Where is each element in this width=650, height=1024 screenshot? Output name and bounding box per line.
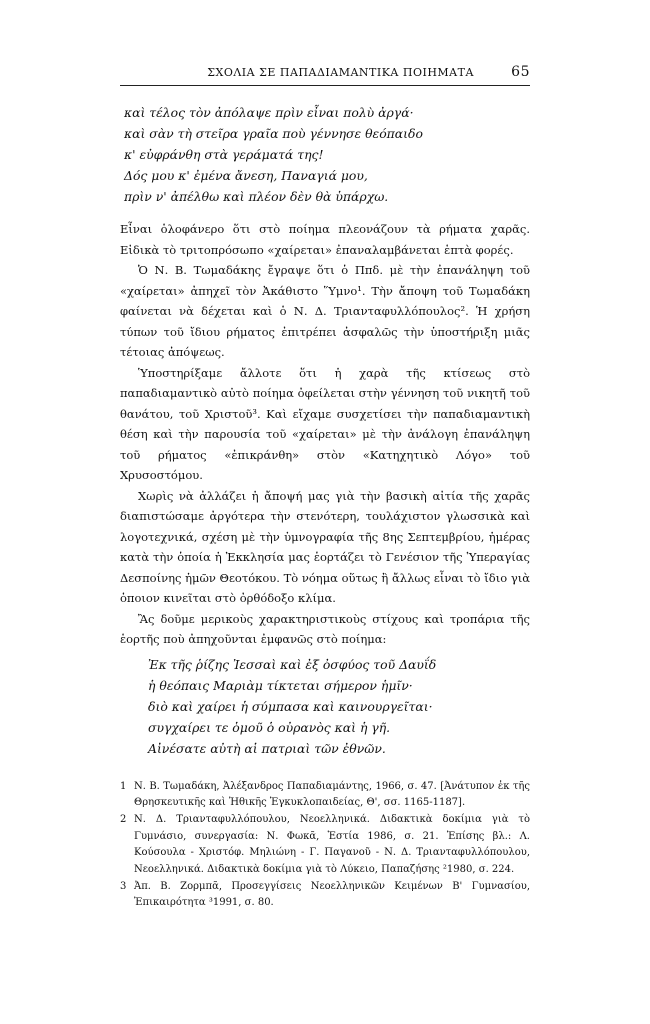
hymn-line: Αἰνέσατε αὐτὴ αἱ πατριαὶ τῶν ἐθνῶν. [148, 740, 386, 756]
footnote-text: Ν. Β. Τωμαδάκη, Ἀλέξανδρος Παπαδιαμάντης, 1966, σ. 47. [Ἀνάτυπον ἐκ τῆς Θρησκευτικῆς καὶ Ἠθικῆς Ἐγκυκλοπαιδείας, Θ', σσ. 1165-1187]. [134, 780, 530, 808]
hymn-excerpt [120, 654, 530, 759]
hymn-line: συγχαίρει τε ὁμοῦ ὁ οὐρανὸς καὶ ἡ γῆ. [148, 719, 391, 735]
footnotes [120, 779, 530, 912]
footnote-text: Ἀπ. Β. Ζορμπᾶ, Προσεγγίσεις Νεοελληνικῶν Κειμένων Β' Γυμνασίου, Ἐπικαιρότητα ³1991, σ. 80. [134, 880, 530, 909]
body-paragraph: Ὑποστηρίξαμε ἄλλοτε ὅτι ἡ χαρὰ τῆς κτίσεως στὸ παπαδιαμαντικὸ αὐτὸ ποίημα ὀφείλεται στὴν γέννηση τοῦ νικητῆ τοῦ θανάτου, τοῦ Χριστοῦ³. Καὶ εἴχαμε συσχετίσει τὴν παπαδιαμαντικὴ θέση καὶ τὴν παρουσία τοῦ «χαίρεται» μὲ τὴν ἀνάλογη ἐπανάληψη τοῦ ρήματος «ἐπικράνθη» στὸν «Κατηχητικὸ Λόγο» τοῦ Χρυσοστόμου. [120, 365, 530, 482]
footnote-text: Ν. Δ. Τριανταφυλλόπουλου, Νεοελληνικά. Διδακτικὰ δοκίμια γιὰ τὸ Γυμνάσιο, συνεργασία: Ν. Φωκᾶ, Ἑστία 1986, σ. 21. Ἐπίσης βλ.: Λ. Κούσουλα - Χριστόφ. Μηλιώνη - Γ. Παγανοῦ - Ν. Δ. Τριανταφυλλόπουλου, Νεοελληνικά. Διδακτικὰ δοκίμια γιὰ τὸ Λύκειο, Παπαζήσης ²1980, σ. 224. [134, 814, 530, 875]
hymn-line: διὸ καὶ χαίρει ἡ σύμπασα καὶ καινουργεῖται· [148, 698, 433, 714]
hymn-line: Ἐκ τῆς ῥίζης Ἰεσσαὶ καὶ ἐξ ὀσφύος τοῦ Δαυΐδ [148, 656, 437, 672]
footnote [120, 812, 530, 878]
poem-line: καὶ σὰν τὴ στεῖρα γραῖα ποὺ γέννησε θεόπαιδο [124, 126, 423, 141]
hymn-line: ἡ θεόπαις Μαριὰμ τίκτεται σήμερον ἡμῖν· [148, 677, 413, 693]
poem-line: πρὶν ν' ἀπέλθω καὶ πλέον δὲν θὰ ὑπάρχω. [124, 189, 389, 204]
footnote-number: 2 [120, 814, 127, 826]
running-title: ΣΧΟΛΙΑ ΣΕ ΠΑΠΑΔΙΑΜΑΝΤΙΚΑ ΠΟΙΗΜΑΤΑ [207, 66, 474, 79]
body-paragraph: Ὁ Ν. Β. Τωμαδάκης ἔγραψε ὅτι ὁ Ππδ. μὲ τὴν ἐπανάληψη τοῦ «χαίρεται» ἀπηχεῖ τὸν Ἀκάθιστο Ὕμνο¹. Τὴν ἄποψη τοῦ Τωμαδάκη φαίνεται νὰ δέχεται καὶ ὁ Ν. Δ. Τριανταφυλλόπουλος². Ἡ χρήση τύπων τοῦ ἴδιου ρήματος ἐπιτρέπει ἀσφαλῶς τὴν ὑποστήριξη μιᾶς τέτοιας ἀπόψεως. [120, 263, 530, 359]
running-header [120, 64, 530, 86]
body-paragraph: Χωρὶς νὰ ἀλλάζει ἡ ἄποψή μας γιὰ τὴν βασικὴ αἰτία τῆς χαρᾶς διαπιστώσαμε ἀργότερα τὴν στενότερη, τουλάχιστον γλωσσικὰ καὶ λογοτεχνικά, σχέση μὲ τὴν ὑμνογραφία τῆς 8ης Σεπτεμβρίου, ἡμέρας κατὰ τὴν ὁποία ἡ Ἐκκλησία μας ἑορτάζει τὸ Γενέσιον τῆς Ὑπεραγίας Δεσποίνης ἡμῶν Θεοτόκου. Τὸ νόημα οὕτως ἢ ἄλλως εἶναι τὸ ἴδιο γιὰ ὁποιον κινεῖται στὸ ὀρθόδοξο κλίμα. [120, 488, 530, 605]
page-number: 65 [511, 64, 530, 80]
book-page [120, 64, 530, 913]
poem-line: καὶ τέλος τὸν ἀπόλαψε πρὶν εἶναι πολὺ ἀργά· [124, 105, 414, 120]
poem-excerpt-papadiamantis [120, 102, 530, 207]
body-paragraph: Ἂς δοῦμε μερικοὺς χαρακτηριστικοὺς στίχους καὶ τροπάρια τῆς ἑορτῆς ποὺ ἀπηχοῦνται ἐμφανῶς στὸ ποίημα: [120, 611, 530, 646]
poem-line: Δός μου κ' ἐμένα ἄνεση, Παναγιά μου, [124, 168, 368, 183]
footnote [120, 879, 530, 912]
footnote [120, 779, 530, 812]
body-paragraph: Εἶναι ὁλοφάνερο ὅτι στὸ ποίημα πλεονάζουν τὰ ρήματα χαρᾶς. Εἰδικὰ τὸ τριτοπρόσωπο «χαίρεται» ἐπαναλαμβάνεται ἑπτὰ φορές. [120, 222, 530, 257]
poem-line: κ' εὐφράνθη στὰ γεράματά της! [124, 147, 324, 162]
footnote-number: 3 [120, 880, 127, 892]
footnote-number: 1 [120, 780, 127, 792]
